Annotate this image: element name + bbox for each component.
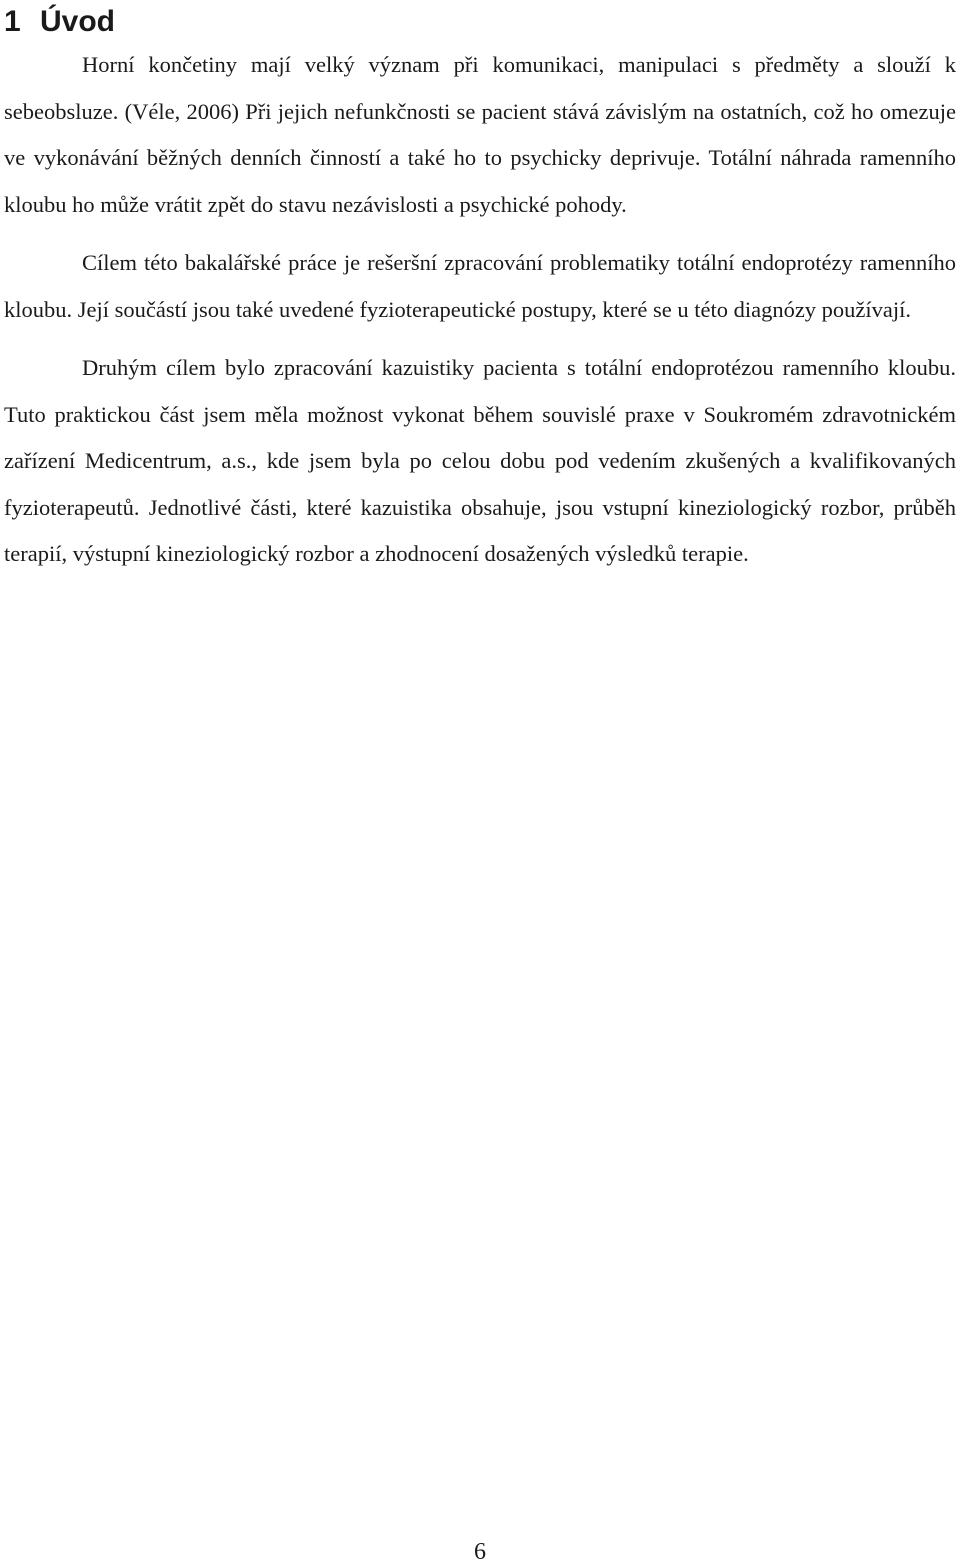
page-number: 6 bbox=[474, 1539, 486, 1565]
chapter-number: 1 bbox=[4, 5, 21, 38]
paragraph-goal: Cílem této bakalářské práce je rešeršní zpracování problematiky totální endoprotézy ramenního kloubu. Její součástí jsou také uvedené fyzioterapeutické postupy, které se u této diagnózy používají. bbox=[4, 250, 956, 322]
chapter-heading bbox=[4, 0, 956, 42]
chapter-body bbox=[4, 42, 956, 578]
paragraph-intro: Horní končetiny mají velký význam při komunikaci, manipulaci s předměty a slouží k sebeobsluze. (Véle, 2006) Při jejich nefunkčnosti se pacient stává závislým na ostatních, což ho omezuje ve vykonávání běžných denních činností a také ho to psychicky deprivuje. Totální náhrada ramenního kloubu ho může vrátit zpět do stavu nezávislosti a psychické pohody. bbox=[4, 52, 956, 217]
document-page bbox=[4, 0, 956, 578]
paragraph-case-study: Druhým cílem bylo zpracování kazuistiky pacienta s totální endoprotézou ramenního kloubu. Tuto praktickou část jsem měla možnost vykonat během souvislé praxe v Soukromém zdravotnickém zařízení Medicentrum, a.s., kde jsem byla po celou dobu pod vedením zkušených a kvalifikovaných fyzioterapeutů. Jednotlivé části, které kazuistika obsahuje, jsou vstupní kineziologický rozbor, průběh terapií, výstupní kineziologický rozbor a zhodnocení dosažených výsledků terapie. bbox=[4, 355, 956, 566]
chapter-title: Úvod bbox=[40, 5, 115, 38]
